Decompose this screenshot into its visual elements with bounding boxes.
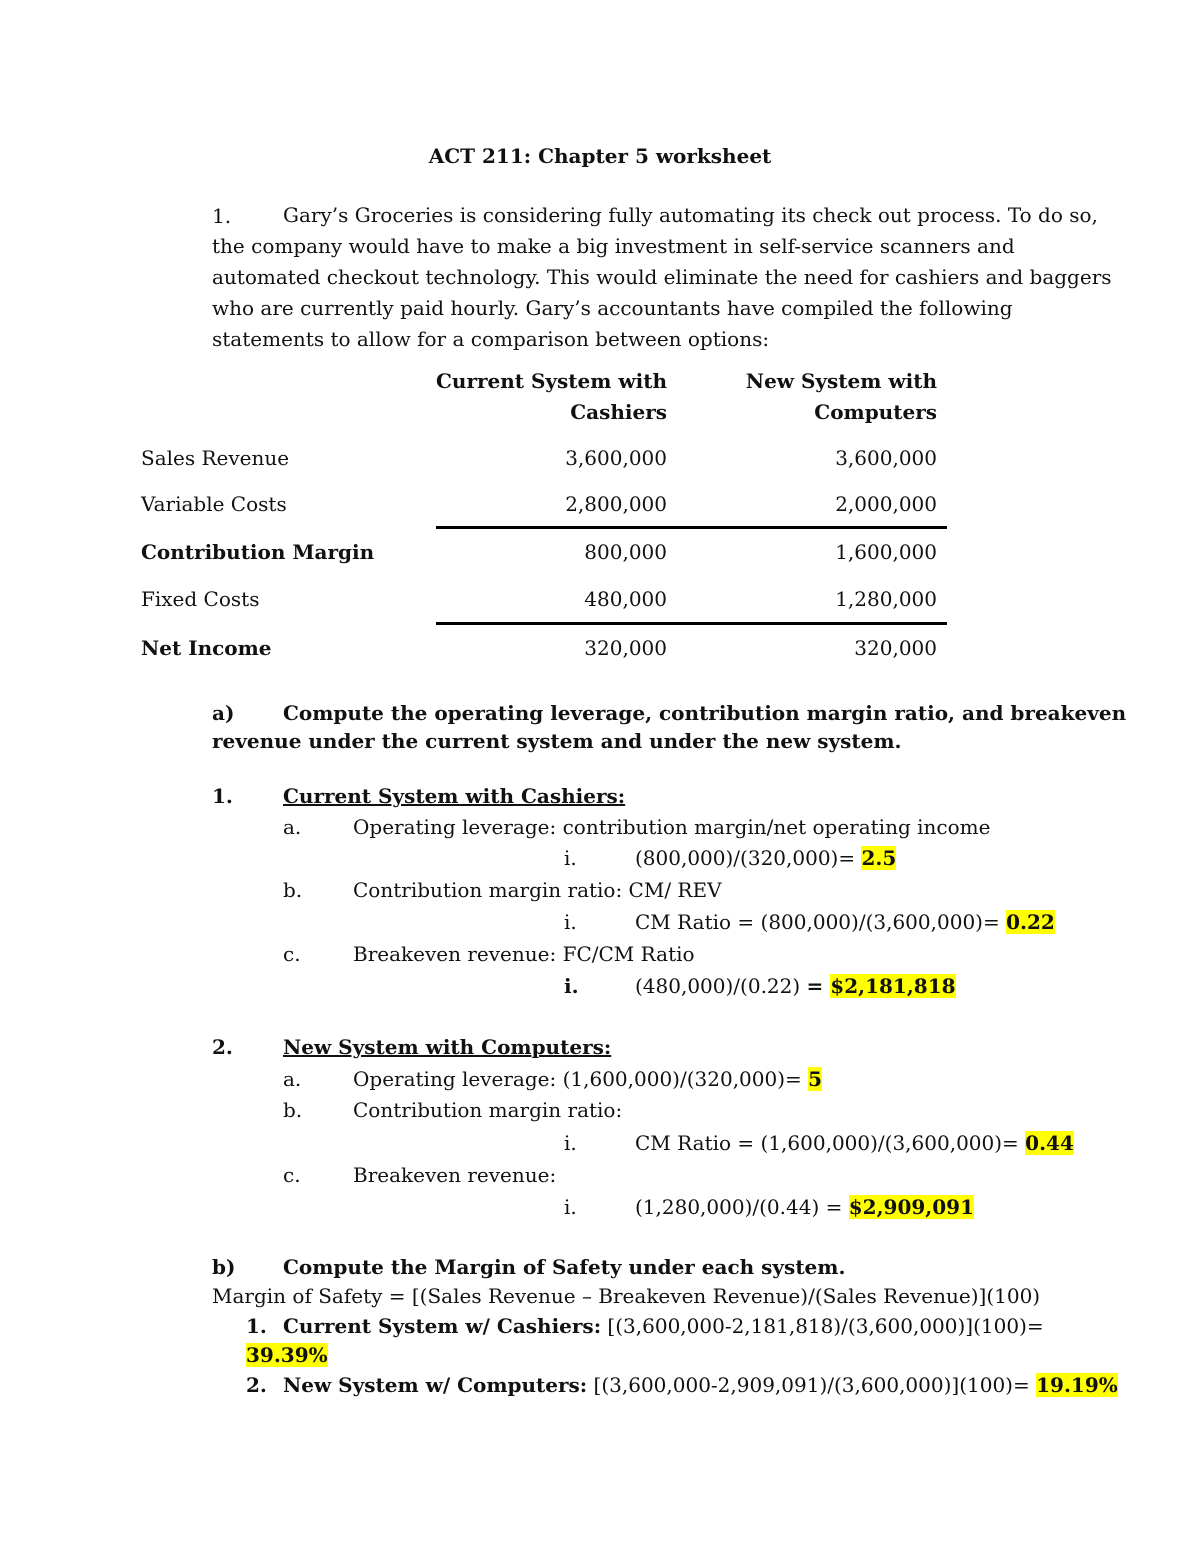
row-label-variable-costs: Variable Costs (141, 492, 287, 516)
s2-b-roman: i. (564, 1131, 577, 1155)
header-current-line2: Cashiers (570, 400, 667, 424)
row-label-contribution-margin: Contribution Margin (141, 540, 375, 564)
row-label-net-income: Net Income (141, 636, 272, 660)
s1-b-calc: CM Ratio = (800,000)/(3,600,000)= (635, 910, 1007, 934)
mos-item-1-label: Current System w/ Cashiers: (283, 1314, 602, 1338)
s1-c-letter: c. (283, 942, 301, 966)
s2-c-calc: (1,280,000)/(0.44) = (635, 1195, 849, 1219)
page-title: ACT 211: Chapter 5 worksheet (428, 144, 772, 168)
s2-c-letter: c. (283, 1163, 301, 1187)
problem-line: the company would have to make a big investment in self-service scanners and (212, 234, 1015, 258)
header-new-line2: Computers (814, 400, 937, 424)
mos-item-2-number: 2. (246, 1373, 267, 1397)
s1-c-roman: i. (564, 974, 579, 998)
s1-b-roman: i. (564, 910, 577, 934)
s2-breakeven-answer: $2,909,091 (848, 1195, 975, 1219)
part-b-title: Compute the Margin of Safety under each system. (283, 1255, 846, 1279)
s2-b-calc-line (635, 1131, 1074, 1155)
mos-item-1-calc: [(3,600,000-2,181,818)/(3,600,000)](100)= (601, 1314, 1044, 1338)
cell-current-contribution-margin: 800,000 (584, 540, 667, 564)
cell-new-variable-costs: 2,000,000 (835, 492, 937, 516)
s2-a-line (353, 1067, 822, 1091)
s2-b-text: Contribution margin ratio: (353, 1098, 623, 1122)
mos-item-2-line (283, 1373, 1118, 1397)
s1-cm-ratio-answer: 0.22 (1006, 910, 1055, 934)
section-1-title: Current System with Cashiers: (283, 784, 626, 808)
cell-current-net-income: 320,000 (584, 636, 667, 660)
cell-new-fixed-costs: 1,280,000 (835, 587, 937, 611)
mos-item-2-answer: 19.19% (1036, 1373, 1118, 1397)
header-current-line1: Current System with (435, 369, 667, 393)
s1-b-text: Contribution margin ratio: CM/ REV (353, 878, 722, 902)
problem-number: 1. (212, 204, 232, 228)
mos-item-1-answer: 39.39% (246, 1343, 328, 1367)
problem-line: automated checkout technology. This would eliminate the need for cashiers and baggers (212, 265, 1112, 289)
s1-a-text: Operating leverage: contribution margin/net operating income (353, 815, 991, 839)
s2-b-calc: CM Ratio = (1,600,000)/(3,600,000)= (635, 1131, 1026, 1155)
s2-c-roman: i. (564, 1195, 577, 1219)
mos-item-1-answer-line (246, 1343, 328, 1367)
s1-a-calc: (800,000)/(320,000)= (635, 846, 862, 870)
s1-c-calc-line (635, 974, 956, 998)
problem-line: Gary’s Groceries is considering fully automating its check out process. To do so, (283, 203, 1098, 227)
table-rule (436, 526, 947, 529)
cell-new-contribution-margin: 1,600,000 (835, 540, 937, 564)
s1-a-roman: i. (564, 846, 577, 870)
part-a-line2: revenue under the current system and under the new system. (212, 729, 902, 753)
section-2-title: New System with Computers: (283, 1035, 612, 1059)
s1-c-text: Breakeven revenue: FC/CM Ratio (353, 942, 695, 966)
s2-operating-leverage-answer: 5 (808, 1067, 823, 1091)
mos-item-1-line (283, 1314, 1044, 1338)
cell-current-fixed-costs: 480,000 (584, 587, 667, 611)
row-label-sales-revenue: Sales Revenue (141, 446, 290, 470)
s2-c-calc-line (635, 1195, 974, 1219)
section-2-number: 2. (212, 1035, 233, 1059)
cell-current-sales-revenue: 3,600,000 (565, 446, 667, 470)
part-b-label: b) (212, 1255, 236, 1279)
s1-c-calc: (480,000)/(0.22) (635, 974, 807, 998)
s2-b-letter: b. (283, 1098, 303, 1122)
s1-breakeven-answer: $2,181,818 (830, 974, 956, 998)
s2-cm-ratio-answer: 0.44 (1025, 1131, 1074, 1155)
mos-item-2-label: New System w/ Computers: (283, 1373, 588, 1397)
part-a-line1: Compute the operating leverage, contribution margin ratio, and breakeven (283, 701, 1127, 725)
cell-new-net-income: 320,000 (854, 636, 937, 660)
mos-item-1-number: 1. (246, 1314, 267, 1338)
problem-line: who are currently paid hourly. Gary’s accountants have compiled the following (212, 296, 1013, 320)
s1-b-calc-line (635, 910, 1055, 934)
s1-b-letter: b. (283, 878, 303, 902)
cell-current-variable-costs: 2,800,000 (565, 492, 667, 516)
section-1-number: 1. (212, 784, 233, 808)
s2-a-letter: a. (283, 1067, 302, 1091)
cell-new-sales-revenue: 3,600,000 (835, 446, 937, 470)
s1-operating-leverage-answer: 2.5 (861, 846, 897, 870)
s2-a-text: Operating leverage: (1,600,000)/(320,000)= (353, 1067, 809, 1091)
s2-c-text: Breakeven revenue: (353, 1163, 557, 1187)
problem-statement (212, 200, 1112, 355)
margin-of-safety-formula: Margin of Safety = [(Sales Revenue – Breakeven Revenue)/(Sales Revenue)](100) (212, 1284, 1041, 1308)
s1-c-equals: = (806, 974, 831, 998)
row-label-fixed-costs: Fixed Costs (141, 587, 260, 611)
mos-item-2-calc: [(3,600,000-2,909,091)/(3,600,000)](100)= (587, 1373, 1037, 1397)
problem-line: statements to allow for a comparison between options: (212, 327, 770, 351)
s1-a-letter: a. (283, 815, 302, 839)
header-new-line1: New System with (745, 369, 937, 393)
table-rule (436, 622, 947, 625)
s1-a-calc-line (635, 846, 896, 870)
part-a-label: a) (212, 701, 235, 725)
